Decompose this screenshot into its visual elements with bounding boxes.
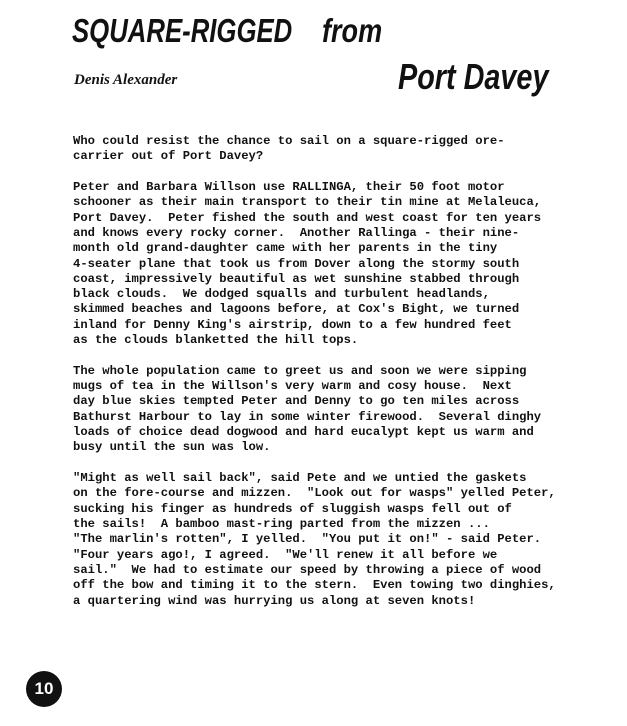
author-byline: Denis Alexander [74, 72, 178, 88]
text-line: month old grand-daughter came with her parents in the tiny [73, 241, 498, 256]
text-line: Who could resist the chance to sail on a square-rigged ore- [73, 134, 505, 148]
article-title-place: Port Davey [398, 56, 549, 97]
text-line: off the bow and timing it to the stern. Even towing two dinghies, [73, 578, 556, 593]
text-line: skimmed beaches and lagoons before, at Cox's Bight, we turned [73, 302, 520, 317]
text-line: the sails! A bamboo mast-ring parted from the mizzen ... [73, 517, 490, 532]
text-line: inland for Denny King's airstrip, down to a few hundred feet [73, 317, 512, 332]
text-line: carrier out of Port Davey? [73, 149, 264, 164]
text-line: "Four years ago!, I agreed. "We'll renew it all before we [73, 547, 498, 562]
text-line: busy until the sun was low. [73, 440, 271, 455]
text-line: loads of choice dead dogwood and hard eucalypt kept us warm and [73, 425, 534, 440]
paragraph-intro [73, 134, 623, 165]
article-body [73, 134, 623, 624]
article-title-from: from [322, 12, 383, 49]
text-line: "The marlin's rotten", I yelled. "You put it on!" - said Peter. [73, 532, 542, 547]
text-line: black clouds. We dodged squalls and turbulent headlands, [73, 287, 490, 302]
text-line: sail." We had to estimate our speed by throwing a piece of wood [73, 562, 542, 577]
text-line: Peter and Barbara Willson use RALLINGA, their 50 foot motor [73, 180, 505, 195]
paragraph-willsons [73, 180, 623, 348]
paragraph-population [73, 364, 623, 456]
text-line: "Might as well sail back", said Pete and we untied the gaskets [73, 471, 527, 486]
paragraph-sail-back [73, 471, 623, 609]
text-line: and knows every rocky corner. Another Rallinga - their nine- [73, 225, 520, 240]
text-line: The whole population came to greet us and soon we were sipping [73, 363, 527, 378]
page-number-badge: 10 [26, 671, 62, 707]
article-title: SQUARE-RIGGED [72, 12, 293, 49]
text-line: Bathurst Harbour to lay in some winter firewood. Several dinghy [73, 409, 542, 424]
text-line: sucking his finger as hundreds of sluggish wasps fell out of [73, 501, 512, 516]
text-line: as the clouds blanketted the hill tops. [73, 333, 359, 348]
text-line: Port Davey. Peter fished the south and west coast for ten years [73, 210, 542, 225]
text-line: coast, impressively beautiful as wet sunshine stabbed through [73, 271, 520, 286]
text-line: schooner as their main transport to their tin mine at Melaleuca, [73, 195, 542, 210]
text-line: mugs of tea in the Willson's very warm and cosy house. Next [73, 379, 512, 394]
text-line: day blue skies tempted Peter and Denny to go ten miles across [73, 394, 520, 409]
text-line: on the fore-course and mizzen. "Look out for wasps" yelled Peter, [73, 486, 556, 501]
text-line: 4-seater plane that took us from Dover along the stormy south [73, 256, 520, 271]
text-line: a quartering wind was hurrying us along at seven knots! [73, 593, 476, 608]
